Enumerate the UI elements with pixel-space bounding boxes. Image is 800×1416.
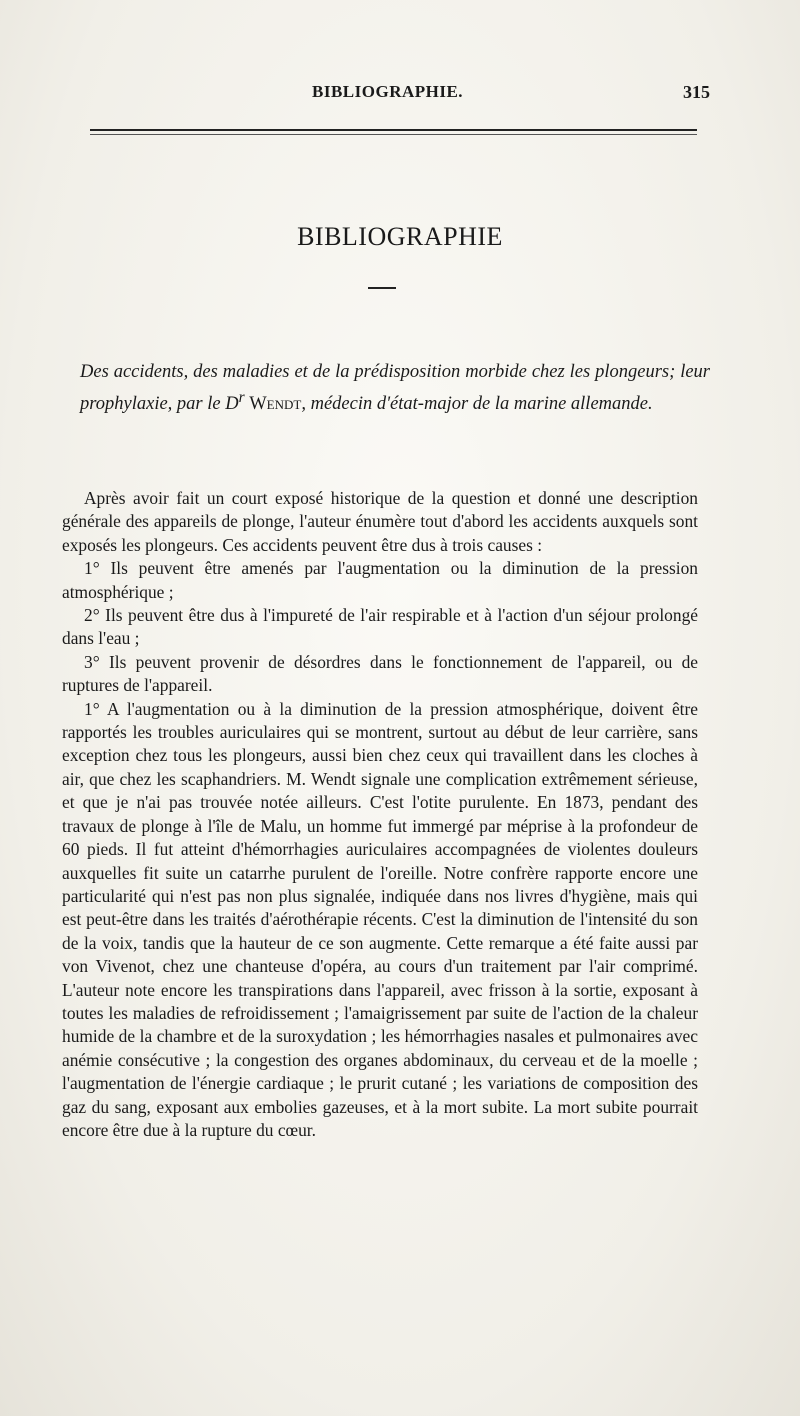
paragraph-cause-1: 1° Ils peuvent être amenés par l'augmentation ou la diminution de la pression atmosphérique ;	[62, 558, 698, 602]
article-heading-tail: , médecin d'état-major de la marine allemande.	[301, 394, 653, 415]
header-rule	[90, 129, 697, 131]
running-title: BIBLIOGRAPHIE.	[312, 82, 464, 101]
article-heading-text: Des accidents, des maladies et de la prédisposition morbide chez les plongeurs; leur prophylaxie, par le D	[80, 362, 710, 415]
paragraph-intro: Après avoir fait un court exposé historique de la question et donné une description générale des appareils de plonge, l'auteur énumère tout d'abord les accidents auxquels sont exposés les plongeurs. Ces accidents peuvent être dus à trois causes :	[62, 488, 698, 555]
section-title: BIBLIOGRAPHIE	[297, 222, 503, 251]
article-heading	[80, 360, 710, 417]
running-head	[90, 82, 710, 106]
paragraph-pressure: 1° A l'augmentation ou à la diminution de la pression atmosphérique, doivent être rapportés les troubles auriculaires qui se montrent, surtout au début de leur carrière, sans exception chez tous les plongeurs, aussi bien chez ceux qui travaillent dans les cloches à air, que chez les scaphandriers. M. Wendt signale une complication extrêmement sérieuse, et que je n'ai pas trouvée notée ailleurs. C'est l'otite purulente. En 1873, pendant des travaux de plonge à l'île de Malu, un homme fut immergé par méprise à la profondeur de 60 pieds. Il fut atteint d'hémorrhagies auriculaires accompagnées de violentes douleurs auxquelles fit suite un catarrhe purulent de l'oreille. Notre confrère rapporte encore une particularité qui n'est pas non plus signalée, indiquée dans nos livres d'hygiène, mais qui est peut-être dans les traités d'aérothérapie récents. C'est la diminution de l'intensité du son de la voix, tandis que la hauteur de ce son augmente. Cette remarque a été faite aussi par von Vivenot, chez une chanteuse d'opéra, au cours d'un traitement par l'air comprimé. L'auteur note encore les transpirations dans l'appareil, avec frisson à la sortie, exposant à toutes les maladies de refroidissement ; l'amaigrissement par suite de l'action de la chaleur humide de la chambre et de la suroxydation ; les hémorrhagies nasales et pulmonaires avec anémie consécutive ; la congestion des organes abdominaux, du cerveau et de la moelle ; l'augmentation de l'énergie cardiaque ; le prurit cutané ; les variations de composition des gaz du sang, exposant aux embolies gazeuses, et à la mort subite. La mort subite pourrait encore être due à la rupture du cœur.	[62, 698, 698, 1140]
section-divider	[368, 287, 396, 289]
author-name: Wendt	[249, 394, 302, 415]
page-number: 315	[683, 82, 710, 102]
paragraph-cause-2: 2° Ils peuvent être dus à l'impureté de l'air respirable et à l'action d'un séjour prolongé dans l'eau ;	[62, 605, 698, 649]
article-body	[62, 487, 698, 1142]
paragraph-cause-3: 3° Ils peuvent provenir de désordres dans le fonctionnement de l'appareil, ou de ruptures de l'appareil.	[62, 651, 698, 696]
author-title-sup: r	[238, 389, 245, 406]
header-rule-thin	[90, 134, 697, 135]
